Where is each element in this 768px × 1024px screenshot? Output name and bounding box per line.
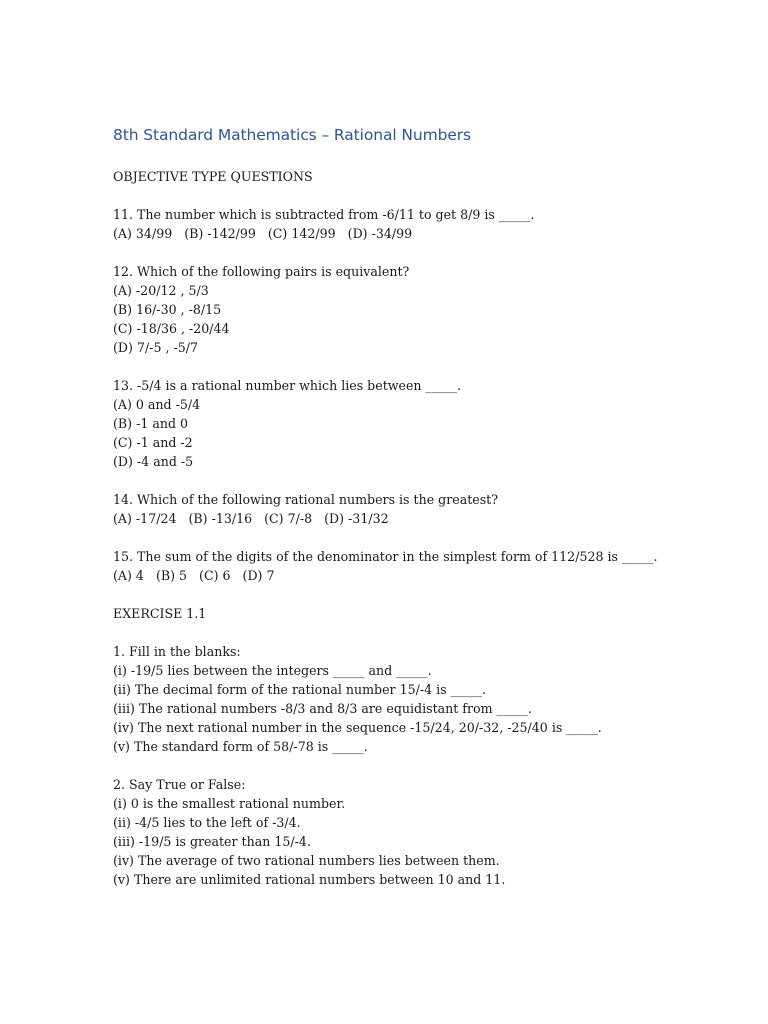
question-13-option-b: (B) -1 and 0	[113, 416, 189, 431]
question-15: 15. The sum of the digits of the denominator in the simplest form of 112/528 is _____.	[113, 549, 658, 564]
spacer	[113, 585, 733, 604]
spacer	[113, 471, 733, 490]
exercise-1-item-iv: (iv) The next rational number in the sequence -15/24, 20/-32, -25/40 is _____.	[113, 720, 602, 735]
exercise-1-item-i: (i) -19/5 lies between the integers _____ and _____.	[113, 663, 432, 678]
document-page	[113, 124, 733, 889]
spacer	[113, 357, 733, 376]
question-13: 13. -5/4 is a rational number which lies between _____.	[113, 378, 462, 393]
question-12-option-b: (B) 16/-30 , -8/15	[113, 302, 222, 317]
exercise-2-item-v: (v) There are unlimited rational numbers between 10 and 11.	[113, 872, 506, 887]
spacer	[113, 623, 733, 642]
section-heading-exercise: EXERCISE 1.1	[113, 606, 207, 621]
exercise-1-item-ii: (ii) The decimal form of the rational number 15/-4 is _____.	[113, 682, 487, 697]
question-13-option-a: (A) 0 and -5/4	[113, 397, 201, 412]
exercise-2-item-ii: (ii) -4/5 lies to the left of -3/4.	[113, 815, 301, 830]
question-12-option-a: (A) -20/12 , 5/3	[113, 283, 209, 298]
exercise-question-1: 1. Fill in the blanks:	[113, 644, 241, 659]
exercise-1-item-iii: (iii) The rational numbers -8/3 and 8/3 are equidistant from _____.	[113, 701, 533, 716]
document-title: 8th Standard Mathematics – Rational Numbers	[113, 126, 472, 144]
spacer	[113, 756, 733, 775]
question-15-options: (A) 4 (B) 5 (C) 6 (D) 7	[113, 568, 275, 583]
spacer	[113, 186, 733, 205]
question-13-option-d: (D) -4 and -5	[113, 454, 194, 469]
exercise-2-item-iii: (iii) -19/5 is greater than 15/-4.	[113, 834, 311, 849]
question-11: 11. The number which is subtracted from -6/11 to get 8/9 is _____.	[113, 207, 535, 222]
exercise-1-item-v: (v) The standard form of 58/-78 is _____.	[113, 739, 368, 754]
question-12: 12. Which of the following pairs is equivalent?	[113, 264, 410, 279]
spacer	[113, 243, 733, 262]
question-14: 14. Which of the following rational numbers is the greatest?	[113, 492, 498, 507]
question-13-option-c: (C) -1 and -2	[113, 435, 193, 450]
spacer	[113, 528, 733, 547]
question-12-option-d: (D) 7/-5 , -5/7	[113, 340, 198, 355]
exercise-question-2: 2. Say True or False:	[113, 777, 246, 792]
question-14-options: (A) -17/24 (B) -13/16 (C) 7/-8 (D) -31/32	[113, 511, 389, 526]
question-11-options: (A) 34/99 (B) -142/99 (C) 142/99 (D) -34/99	[113, 226, 413, 241]
question-12-option-c: (C) -18/36 , -20/44	[113, 321, 230, 336]
exercise-2-item-iv: (iv) The average of two rational numbers lies between them.	[113, 853, 500, 868]
exercise-2-item-i: (i) 0 is the smallest rational number.	[113, 796, 346, 811]
section-heading-objective: OBJECTIVE TYPE QUESTIONS	[113, 169, 313, 184]
